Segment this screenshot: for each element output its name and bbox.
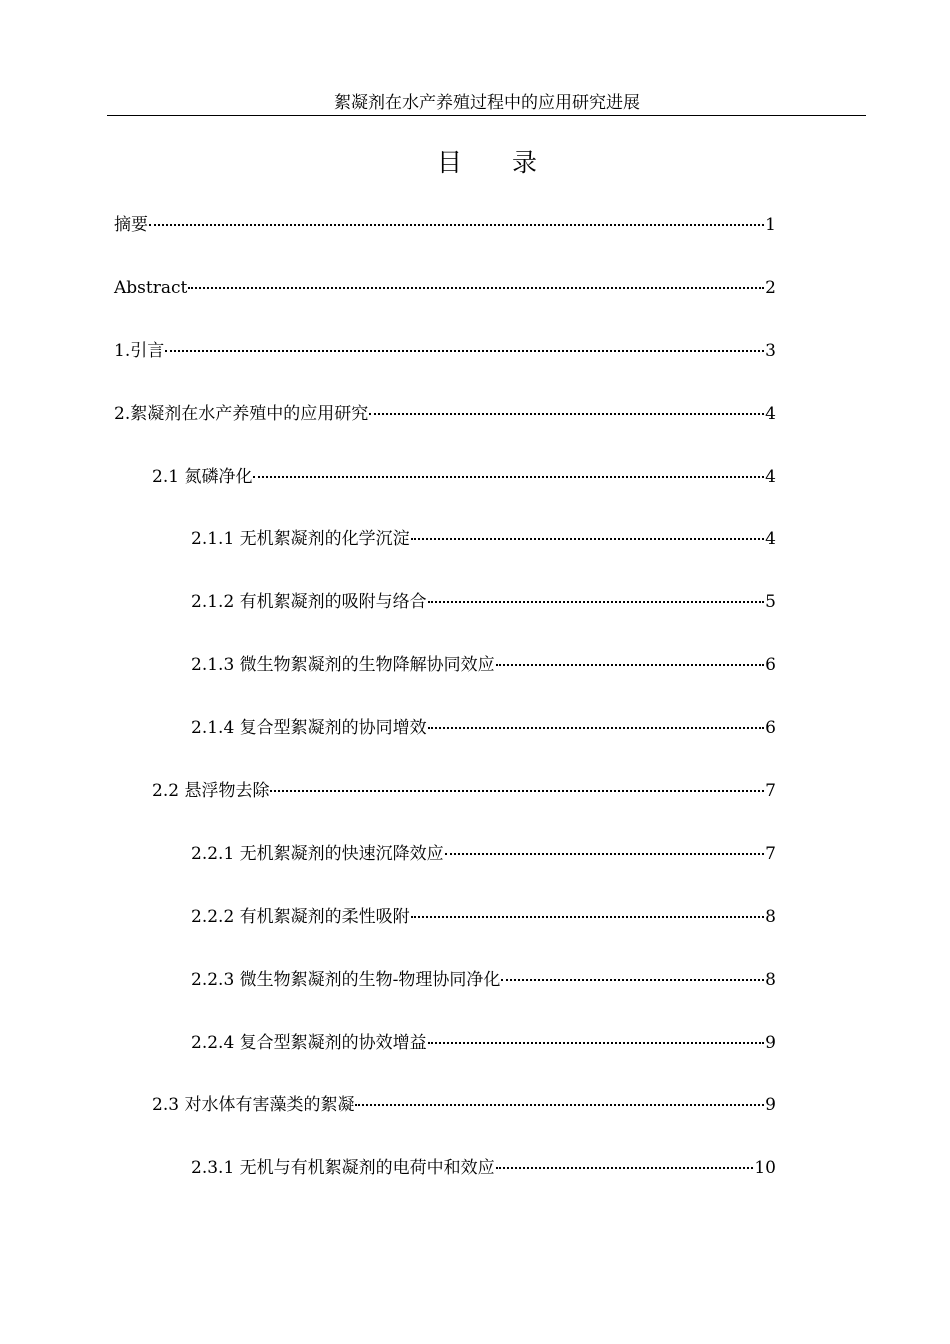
toc-entry-label: 2.1.3 微生物絮凝剂的生物降解协同效应: [191, 655, 495, 676]
dot-leader: [369, 413, 764, 415]
toc-entry-section-2-1-1[interactable]: [114, 524, 776, 587]
toc-entry-page: 6: [765, 655, 776, 676]
running-header: 絮凝剂在水产养殖过程中的应用研究进展: [334, 93, 640, 113]
toc-entry-label: 2.3.1 无机与有机絮凝剂的电荷中和效应: [191, 1158, 495, 1179]
toc-entry-section-2[interactable]: [114, 399, 776, 462]
dot-leader: [501, 979, 764, 981]
toc-entry-section-2-3-1[interactable]: [114, 1153, 776, 1216]
toc-entry-section-2-3[interactable]: [114, 1090, 776, 1153]
table-of-contents: [114, 210, 776, 1216]
toc-entry-label: 2.1 氮磷净化: [152, 466, 253, 487]
toc-entry-label: 2.1.2 有机絮凝剂的吸附与络合: [191, 592, 427, 613]
toc-entry-section-2-2-2[interactable]: [114, 902, 776, 965]
toc-entry-label: 摘要: [114, 215, 148, 235]
toc-title: 目录: [436, 148, 587, 177]
toc-entry-section-2-2-4[interactable]: [114, 1028, 776, 1091]
toc-entry-page: 2: [765, 277, 776, 298]
toc-entry-section-2-1-3[interactable]: [114, 650, 776, 713]
toc-entry-introduction[interactable]: [114, 336, 776, 399]
dot-leader: [411, 538, 765, 540]
dot-leader: [188, 287, 764, 289]
toc-entry-page: 8: [765, 906, 776, 927]
dot-leader: [149, 224, 764, 226]
toc-entry-label: 2.3 对水体有害藻类的絮凝: [152, 1095, 355, 1116]
toc-entry-label: 2.1.1 无机絮凝剂的化学沉淀: [191, 529, 410, 550]
toc-entry-page: 3: [765, 340, 776, 361]
toc-entry-page: 9: [765, 1032, 776, 1053]
dot-leader: [428, 601, 765, 603]
toc-entry-page: 9: [765, 1095, 776, 1116]
toc-entry-section-2-2[interactable]: [114, 776, 776, 839]
toc-entry-label: 2.絮凝剂在水产养殖中的应用研究: [114, 403, 369, 424]
toc-entry-label: 2.2 悬浮物去除: [152, 781, 270, 802]
toc-entry-label: 2.2.2 有机絮凝剂的柔性吸附: [191, 906, 410, 927]
toc-entry-section-2-2-1[interactable]: [114, 839, 776, 902]
toc-entry-page: 7: [765, 843, 776, 864]
dot-leader: [428, 727, 765, 729]
dot-leader: [496, 1167, 754, 1169]
dot-leader: [428, 1042, 765, 1044]
dot-leader: [270, 790, 764, 792]
toc-entry-label: 2.2.1 无机絮凝剂的快速沉降效应: [191, 843, 444, 864]
toc-entry-page: 4: [765, 529, 776, 550]
toc-entry-page: 6: [765, 718, 776, 739]
toc-entry-page: 4: [765, 403, 776, 424]
dot-leader: [411, 916, 765, 918]
toc-entry-label: 2.2.4 复合型絮凝剂的协效增益: [191, 1032, 427, 1053]
toc-entry-abstract-cn[interactable]: [114, 210, 776, 273]
toc-entry-abstract-en[interactable]: [114, 273, 776, 336]
toc-entry-label: Abstract: [114, 277, 188, 298]
dot-leader: [445, 853, 765, 855]
toc-entry-label: 1.引言: [114, 340, 165, 361]
toc-entry-label: 2.1.4 复合型絮凝剂的协同增效: [191, 718, 427, 739]
toc-entry-page: 1: [765, 215, 776, 235]
toc-entry-page: 7: [765, 781, 776, 802]
toc-entry-section-2-1-2[interactable]: [114, 587, 776, 650]
dot-leader: [496, 664, 765, 666]
toc-entry-page: 5: [765, 592, 776, 613]
toc-entry-section-2-1-4[interactable]: [114, 713, 776, 776]
dot-leader: [165, 350, 764, 352]
toc-entry-section-2-1[interactable]: [114, 462, 776, 525]
toc-entry-page: 10: [754, 1158, 776, 1179]
header-rule: [107, 115, 866, 116]
toc-entry-page: 8: [765, 969, 776, 990]
dot-leader: [253, 476, 764, 478]
toc-entry-section-2-2-3[interactable]: [114, 965, 776, 1028]
dot-leader: [355, 1104, 764, 1106]
toc-entry-page: 4: [765, 466, 776, 487]
toc-entry-label: 2.2.3 微生物絮凝剂的生物-物理协同净化: [191, 969, 501, 990]
